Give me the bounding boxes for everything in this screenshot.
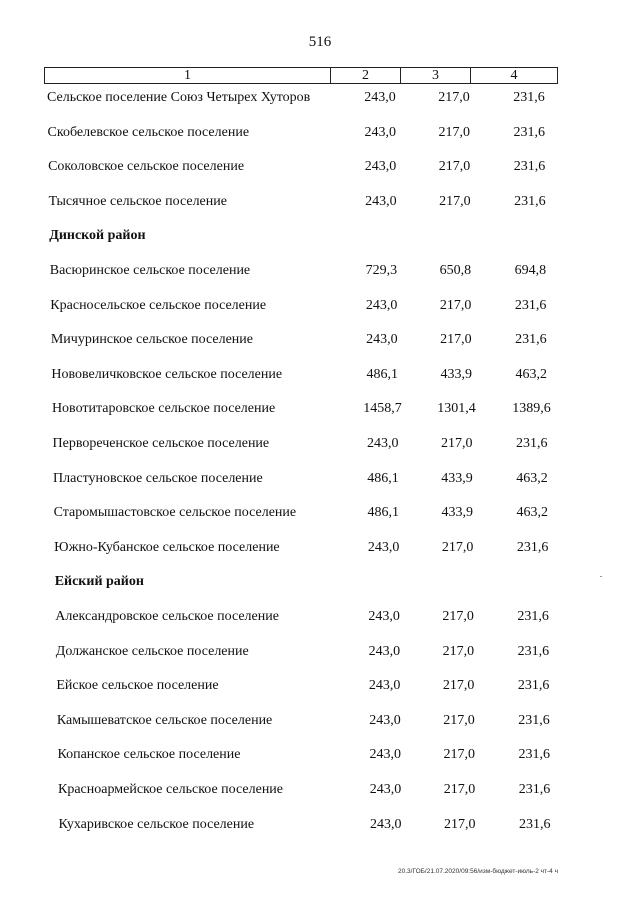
header-col-3: 3 xyxy=(401,68,471,83)
settlement-name: Должанское сельское поселение xyxy=(55,643,249,659)
value-col-3: 217,0 xyxy=(438,124,471,140)
table-row xyxy=(0,711,640,731)
table-row xyxy=(0,434,640,454)
value-col-2: 243,0 xyxy=(370,816,402,832)
settlement-name: Первореченское сельское поселение xyxy=(52,436,270,451)
value-col-3: 217,0 xyxy=(438,90,470,105)
settlement-name: Кухаривское сельское поселение xyxy=(58,816,255,832)
value-col-4: 231,6 xyxy=(513,124,546,140)
value-col-4: 231,6 xyxy=(518,747,550,763)
settlement-name: Красноармейское сельское поселение xyxy=(58,782,284,797)
value-col-3: 433,9 xyxy=(440,366,472,382)
table-row xyxy=(0,261,640,281)
value-col-2: 243,0 xyxy=(366,332,398,348)
settlement-name: Старомышастовское сельское поселение xyxy=(53,505,297,521)
header-col-4: 4 xyxy=(510,67,518,83)
table-row xyxy=(0,607,640,627)
table-row xyxy=(0,745,640,765)
settlement-name: Южно-Кубанское сельское поселение xyxy=(54,539,280,555)
value-col-3: 217,0 xyxy=(438,159,471,175)
settlement-name: Камышеватское сельское поселение xyxy=(56,712,273,728)
value-col-3: 650,8 xyxy=(439,263,472,278)
value-col-4: 231,6 xyxy=(516,436,548,451)
value-col-2: 486,1 xyxy=(367,470,399,486)
value-col-2: 243,0 xyxy=(367,436,399,451)
table-row xyxy=(0,88,640,108)
table-row xyxy=(0,399,640,419)
table-row xyxy=(0,780,640,800)
table-row xyxy=(0,676,640,696)
settlement-name: Сельское поселение Союз Четырех Хуторов xyxy=(47,90,311,105)
group-heading-row xyxy=(0,572,640,592)
value-col-4: 231,6 xyxy=(513,159,546,175)
settlement-name: Александровское сельское поселение xyxy=(55,609,279,624)
header-col-2: 2 xyxy=(331,68,401,83)
value-col-2: 243,0 xyxy=(369,782,402,797)
value-col-3: 217,0 xyxy=(439,297,472,313)
settlement-name: Новотитаровское сельское поселение xyxy=(51,401,276,417)
table-row xyxy=(0,365,640,385)
value-col-4: 231,6 xyxy=(516,539,549,555)
table-row xyxy=(0,815,640,835)
value-col-3: 217,0 xyxy=(441,436,473,451)
value-col-2: 243,0 xyxy=(369,712,401,728)
value-col-2: 243,0 xyxy=(365,193,397,209)
value-col-2: 243,0 xyxy=(364,124,397,140)
value-col-3: 433,9 xyxy=(441,470,473,486)
table-row xyxy=(0,296,640,316)
settlement-name: Скобелевское сельское поселение xyxy=(47,124,250,140)
value-col-2: 243,0 xyxy=(369,747,401,763)
scan-speck xyxy=(600,576,602,577)
table-header xyxy=(44,67,558,84)
value-col-3: 217,0 xyxy=(443,782,476,797)
table-row xyxy=(0,330,640,350)
value-col-3: 217,0 xyxy=(443,747,475,763)
value-col-4: 463,2 xyxy=(515,366,547,382)
settlement-name: Соколовское сельское поселение xyxy=(48,159,245,175)
value-col-2: 243,0 xyxy=(364,159,397,175)
value-col-2: 243,0 xyxy=(365,297,398,313)
value-col-3: 217,0 xyxy=(444,816,476,832)
group-heading-row xyxy=(0,226,640,246)
group-heading: Ейский район xyxy=(54,574,144,590)
value-col-4: 1389,6 xyxy=(512,401,551,417)
value-col-2: 486,1 xyxy=(367,505,400,521)
value-col-4: 231,6 xyxy=(519,816,551,832)
value-col-2: 1458,7 xyxy=(363,401,402,417)
value-col-3: 217,0 xyxy=(440,332,472,348)
value-col-2: 486,1 xyxy=(366,366,398,382)
value-col-2: 243,0 xyxy=(368,609,400,624)
settlement-name: Нововеличковское сельское поселение xyxy=(51,366,283,382)
value-col-3: 217,0 xyxy=(443,712,475,728)
table-row xyxy=(0,642,640,662)
settlement-name: Васюринское сельское поселение xyxy=(49,263,251,278)
settlement-name: Тысячное сельское поселение xyxy=(48,193,227,209)
table-row xyxy=(0,157,640,177)
table-row xyxy=(0,123,640,143)
value-col-4: 231,6 xyxy=(518,782,551,797)
value-col-4: 463,2 xyxy=(516,470,548,486)
value-col-3: 217,0 xyxy=(442,643,475,659)
value-col-2: 243,0 xyxy=(367,539,400,555)
value-col-3: 217,0 xyxy=(439,193,471,209)
settlement-name: Пластуновское сельское поселение xyxy=(53,470,263,486)
table-row xyxy=(0,538,640,558)
value-col-4: 231,6 xyxy=(517,609,549,624)
value-col-2: 243,0 xyxy=(368,678,401,694)
value-col-3: 217,0 xyxy=(442,678,475,694)
value-col-4: 231,6 xyxy=(515,332,547,348)
table-row xyxy=(0,503,640,523)
value-col-4: 231,6 xyxy=(513,90,545,105)
value-col-2: 243,0 xyxy=(368,643,401,659)
document-footer: 20.3/ГОБ/21.07.2020/09:56/изм-бюджет-июль-2 чт-4 ч xyxy=(398,868,558,875)
value-col-4: 694,8 xyxy=(514,263,547,278)
value-col-2: 729,3 xyxy=(365,263,398,278)
value-col-3: 433,9 xyxy=(441,505,474,521)
value-col-4: 231,6 xyxy=(517,643,550,659)
table-row xyxy=(0,469,640,489)
value-col-3: 217,0 xyxy=(441,539,474,555)
value-col-3: 217,0 xyxy=(442,609,474,624)
value-col-4: 231,6 xyxy=(517,678,550,694)
settlement-name: Красносельское сельское поселение xyxy=(50,297,267,313)
settlement-name: Копанское сельское поселение xyxy=(57,747,241,763)
page-number: 516 xyxy=(308,34,332,50)
value-col-4: 231,6 xyxy=(518,712,550,728)
header-col-1: 1 xyxy=(45,68,331,83)
value-col-2: 243,0 xyxy=(364,90,396,105)
table-row xyxy=(0,192,640,212)
group-heading: Динской район xyxy=(49,228,146,244)
value-col-3: 1301,4 xyxy=(437,401,476,417)
value-col-4: 231,6 xyxy=(514,193,546,209)
value-col-4: 463,2 xyxy=(516,505,549,521)
settlement-name: Мичуринское сельское поселение xyxy=(50,332,253,348)
settlement-name: Ейское сельское поселение xyxy=(56,678,219,694)
value-col-4: 231,6 xyxy=(514,297,547,313)
